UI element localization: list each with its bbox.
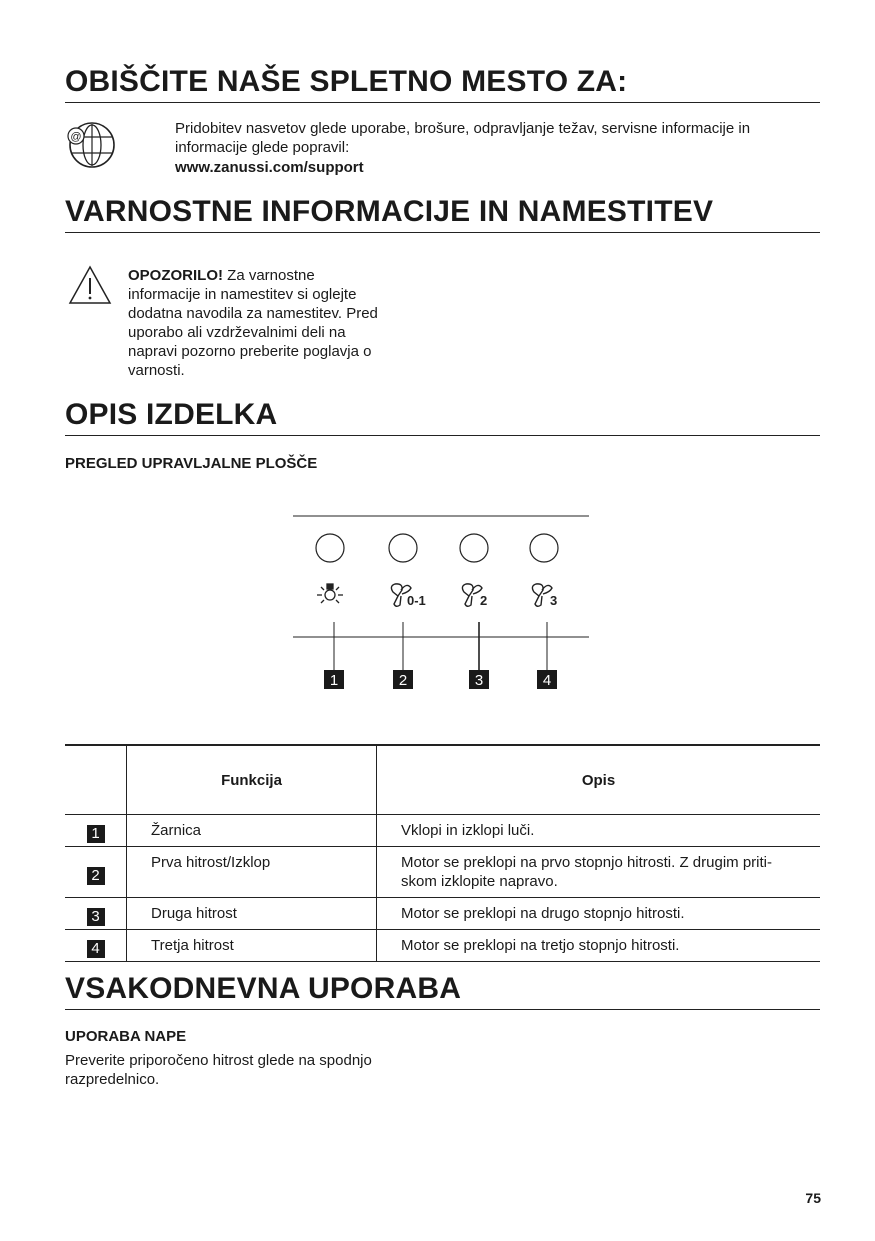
row-number: 3: [87, 908, 105, 926]
row-opis: Motor se preklopi na prvo stopnjo hitrosti. Z drugim priti- skom izklopite napravo.: [377, 847, 821, 898]
table-row: [65, 847, 820, 898]
row-funkcija: Žarnica: [127, 815, 377, 847]
subtitle-control-panel: PREGLED UPRAVLJALNE PLOŠČE: [65, 455, 318, 472]
support-link[interactable]: www.zanussi.com/support: [175, 159, 364, 176]
row-number: 2: [87, 867, 105, 885]
hood-usage-text: Preverite priporočeno hitrost glede na spodnjo razpredelnico.: [65, 1052, 372, 1088]
warning-text: Za varnostne informacije in namestitev si oglejte dodatna navodila za namestitev. Pred uporabo ali vzdrževalnimi deli na napravi pozorno preberite poglavja o varnosti.: [128, 267, 378, 379]
section-title-daily-use: VSAKODNEVNA UPORABA: [65, 973, 820, 1010]
panel-button-2: [389, 534, 417, 562]
panel-button-4: [530, 534, 558, 562]
row-opis: Motor se preklopi na tretjo stopnjo hitrosti.: [377, 930, 821, 962]
panel-number-1: 1: [329, 672, 339, 689]
header-opis: Opis: [377, 745, 821, 815]
row-funkcija: Druga hitrost: [127, 898, 377, 930]
warning-label: OPOZORILO!: [128, 267, 223, 284]
light-bulb-icon: [317, 584, 343, 603]
table-row: [65, 815, 820, 847]
fan-label-0-1: 0-1: [407, 593, 426, 608]
table-row: [65, 930, 820, 962]
page-number: 75: [805, 1190, 821, 1206]
panel-number-4: 4: [542, 672, 552, 689]
table-row: [65, 898, 820, 930]
subtitle-hood-usage: UPORABA NAPE: [65, 1028, 187, 1045]
control-panel-svg: [290, 510, 592, 695]
fan-label-2: 2: [480, 593, 488, 608]
section-title-safety: VARNOSTNE INFORMACIJE IN NAMESTITEV: [65, 196, 820, 233]
row-number: 1: [87, 825, 105, 843]
website-description: Pridobitev nasvetov glede uporabe, brošure, odpravljanje težav, servisne informacije in informacije glede popravil:: [175, 120, 751, 156]
table-header-row: [65, 745, 820, 815]
function-table: [65, 744, 820, 962]
row-funkcija: Prva hitrost/Izklop: [127, 847, 377, 898]
row-number: 4: [87, 940, 105, 958]
row-opis: Motor se preklopi na drugo stopnjo hitrosti.: [377, 898, 821, 930]
safety-warning: [128, 266, 390, 380]
fan-label-3: 3: [550, 593, 558, 608]
panel-number-2: 2: [398, 672, 408, 689]
globe-at-icon: [64, 120, 116, 172]
warning-triangle-icon: [68, 264, 112, 306]
panel-button-3: [460, 534, 488, 562]
section-title-product: OPIS IZDELKA: [65, 399, 820, 436]
panel-number-3: 3: [474, 672, 484, 689]
row-opis: Vklopi in izklopi luči.: [377, 815, 821, 847]
svg-text:@: @: [70, 131, 82, 143]
row-funkcija: Tretja hitrost: [127, 930, 377, 962]
header-funkcija: Funkcija: [127, 745, 377, 815]
section-title-website: OBIŠČITE NAŠE SPLETNO MESTO ZA:: [65, 66, 820, 103]
control-panel-diagram: [290, 510, 592, 695]
panel-button-1: [316, 534, 344, 562]
